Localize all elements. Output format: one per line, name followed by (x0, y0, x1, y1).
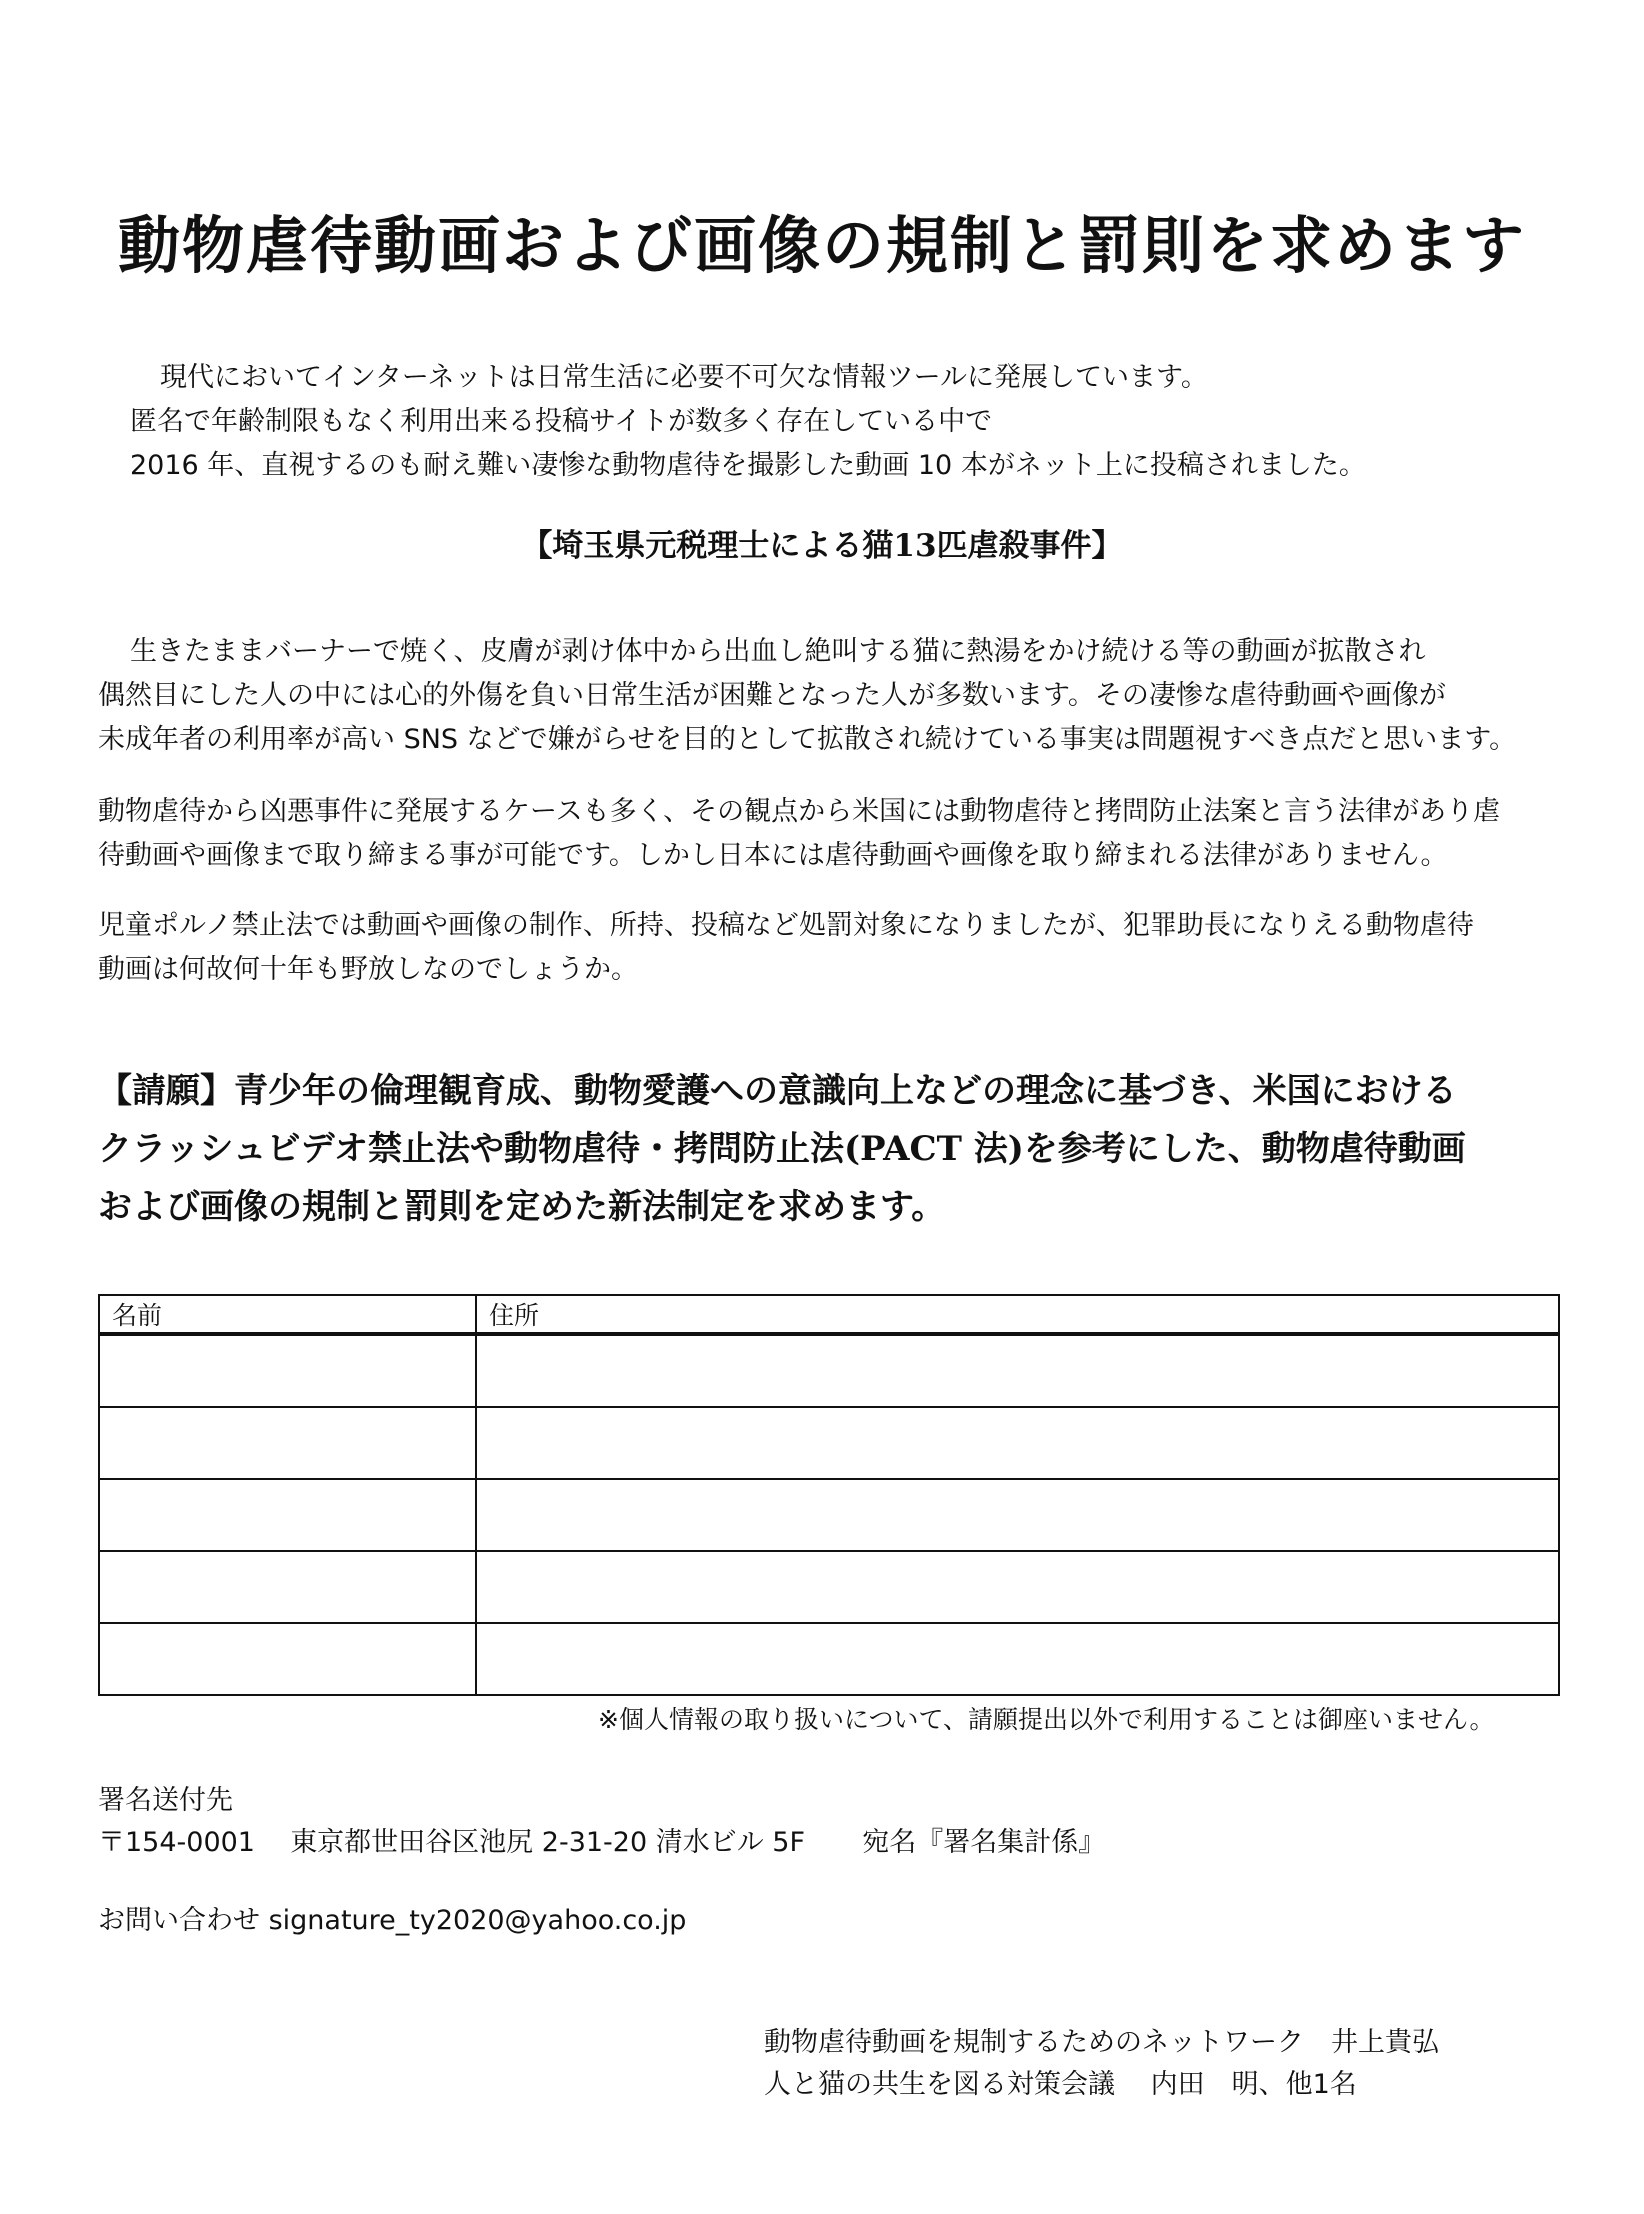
body-para1-line-3: 未成年者の利用率が高い SNS などで嫌がらせを目的として拡散され続けている事実は問題視すべき点だと思います。 (98, 724, 1517, 755)
organizer-line-2: 人と猫の共生を図る対策会議 内田 明、他1名 (764, 2069, 1357, 2100)
name-cell[interactable] (99, 1334, 476, 1407)
body-para1-line-2: 偶然目にした人の中には心的外傷を負い日常生活が困難となった人が多数います。その凄惨な虐待動画や画像が (98, 680, 1446, 711)
petition-line-3: および画像の規制と罰則を定めた新法制定を求めます。 (98, 1187, 946, 1227)
contact-label: お問い合わせ (98, 1905, 260, 1936)
address-cell[interactable] (476, 1479, 1559, 1551)
recipient-name: 宛名『署名集計係』 (862, 1827, 1106, 1858)
body-para1-line-1: 生きたままバーナーで焼く、皮膚が剥け体中から出血し絶叫する猫に熱湯をかけ続ける等の動画が拡散され (130, 636, 1426, 667)
petition-line-1: 【請願】青少年の倫理観育成、動物愛護への意識向上などの理念に基づき、米国における (98, 1071, 1457, 1111)
signature-row (99, 1623, 1559, 1695)
body-para2-line-1: 動物虐待から凶悪事件に発展するケースも多く、その観点から米国には動物虐待と拷問防止法案と言う法律があり虐 (98, 796, 1501, 827)
address-cell[interactable] (476, 1623, 1559, 1695)
signature-row (99, 1551, 1559, 1623)
body-para3-line-1: 児童ポルノ禁止法では動画や画像の制作、所持、投稿など処罰対象になりましたが、犯罪助長になりえる動物虐待 (98, 910, 1474, 941)
intro-line-2: 匿名で年齢制限もなく利用出来る投稿サイトが数多く存在している中で (130, 406, 993, 437)
incident-title: 【埼玉県元税理士による猫13匹虐殺事件】 (521, 528, 1123, 564)
signature-row (99, 1479, 1559, 1551)
name-cell[interactable] (99, 1623, 476, 1695)
name-column-header: 名前 (99, 1295, 476, 1334)
contact-line (98, 1898, 686, 1937)
mailing-address: 東京都世田谷区池尻 2-31-20 清水ビル 5F (290, 1827, 806, 1858)
privacy-note: ※個人情報の取り扱いについて、請願提出以外で利用することは御座いません。 (598, 1705, 1495, 1734)
body-para3-line-2: 動画は何故何十年も野放しなのでしょうか。 (98, 954, 638, 985)
name-cell[interactable] (99, 1479, 476, 1551)
contact-email[interactable]: signature_ty2020@yahoo.co.jp (268, 1905, 687, 1936)
intro-line-1: 現代においてインターネットは日常生活に必要不可欠な情報ツールに発展しています。 (160, 362, 1208, 393)
intro-line-3: 2016 年、直視するのも耐え難い凄惨な動物虐待を撮影した動画 10 本がネット上に投稿されました。 (130, 450, 1366, 481)
postal-code: 〒154-0001 (98, 1827, 255, 1858)
organizer-line-1: 動物虐待動画を規制するためのネットワーク 井上貴弘 (764, 2027, 1439, 2058)
send-to-address-line (98, 1820, 1105, 1859)
address-cell[interactable] (476, 1334, 1559, 1407)
signature-row (99, 1407, 1559, 1479)
signature-row (99, 1334, 1559, 1407)
body-para2-line-2: 待動画や画像まで取り締まる事が可能です。しかし日本には虐待動画や画像を取り締まれる法律がありません。 (98, 840, 1448, 871)
address-column-header: 住所 (476, 1295, 1559, 1334)
document-title: 動物虐待動画および画像の規制と罰則を求めます (117, 209, 1526, 282)
address-cell[interactable] (476, 1551, 1559, 1623)
send-to-label: 署名送付先 (98, 1785, 233, 1816)
petition-line-2: クラッシュビデオ禁止法や動物虐待・拷問防止法(PACT 法)を参考にした、動物虐待動画 (98, 1129, 1466, 1169)
name-cell[interactable] (99, 1551, 476, 1623)
name-cell[interactable] (99, 1407, 476, 1479)
address-cell[interactable] (476, 1407, 1559, 1479)
signature-table (98, 1294, 1560, 1696)
